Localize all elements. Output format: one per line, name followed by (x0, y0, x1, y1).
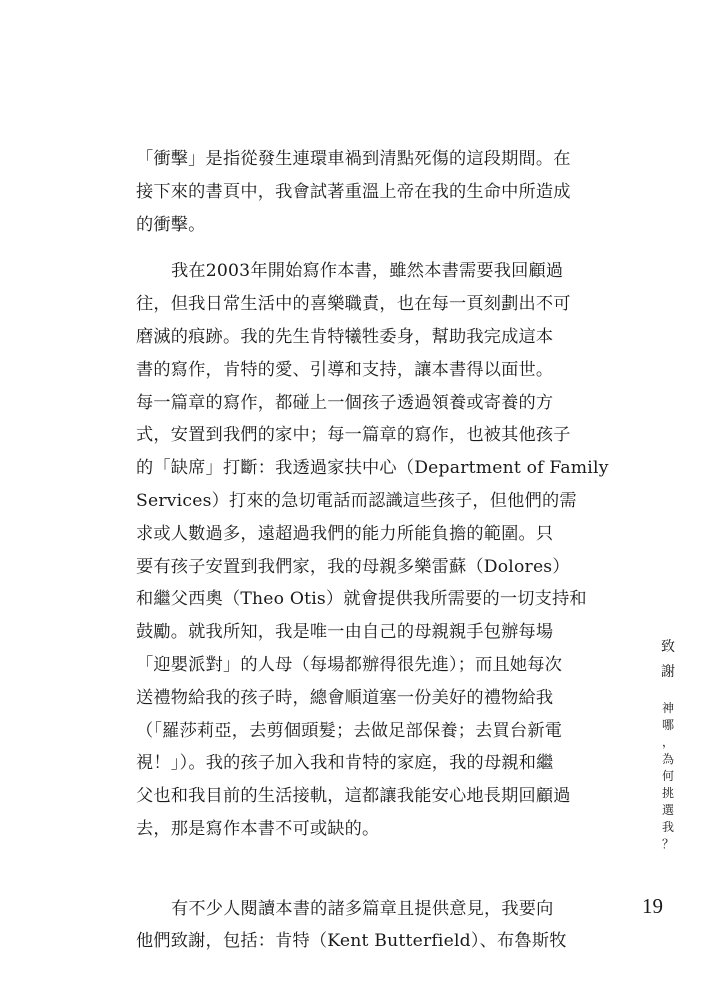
book-subtitle (658, 700, 678, 853)
text-line: 每一篇章的寫作，都碰上一個孩子透過領養或寄養的方 (136, 392, 554, 413)
paragraph-gap (136, 879, 596, 893)
text-line: 他們致謝，包括：肯特（Kent Butterfield）、布魯斯牧 (136, 931, 567, 952)
text-line (136, 846, 596, 879)
page-number: 19 (642, 894, 663, 918)
text-line: 「迎嬰派對」的人母（每場都辦得很先進）；而且她每次 (136, 654, 563, 675)
subtitle-char: 何 (661, 769, 674, 783)
paragraph-gap (136, 241, 596, 255)
subtitle-char: 選 (661, 803, 674, 817)
running-title (658, 638, 678, 853)
text-line: 「衝擊」是指從發生連環車禍到清點死傷的這段期間。在 (136, 149, 571, 169)
text-line: 式，安置到我們的家中；每一篇章的寫作，也被其他孩子 (136, 425, 571, 446)
text-line: 的「缺席」打斷：我透過家扶中心（Department of Family (136, 458, 609, 479)
text-line: 去，那是寫作本書不可或缺的。 (136, 818, 380, 839)
text-line: 送禮物給我的孩子時，總會順道塞一份美好的禮物給我 (136, 687, 554, 708)
text-line: 父也和我目前的生活接軌，這都讓我能安心地長期回顧過 (136, 786, 571, 807)
text-line: 要有孩子安置到我們家，我的母親多樂雷蘇（Dolores） (136, 556, 570, 577)
text-line: 的衝擊。 (136, 214, 206, 235)
subtitle-char: 我 (661, 820, 674, 834)
text-line: 求或人數過多，遠超過我們的能力所能負擔的範圍。只 (136, 523, 554, 544)
chapter-char: 致 (661, 639, 675, 655)
text-line: 視！」）。我的孩子加入我和肯特的家庭，我的母親和繼 (136, 753, 554, 774)
text-line: （「羅莎莉亞，去剪個頭髮；去做足部保養；去買台新電 (136, 720, 563, 741)
chapter-char: 謝 (661, 664, 675, 680)
subtitle-char: 為 (661, 752, 674, 766)
text-line: 有不少人閱讀本書的諸多篇章且提供意見，我要向 (171, 898, 554, 919)
text-line: 鼓勵。就我所知，我是唯一由自己的母親親手包辦每場 (136, 622, 554, 643)
text-line: 和繼父西奧（Theo Otis）就會提供我所需要的一切支持和 (136, 589, 587, 610)
subtitle-char: ？ (661, 837, 674, 851)
text-line: Services）打來的急切電話而認識這些孩子，但他們的需 (136, 490, 577, 511)
subtitle-char: 挑 (661, 786, 674, 800)
text-line: 書的寫作，肯特的愛、引導和支持，讓本書得以面世。 (136, 359, 554, 380)
text-line: 接下來的書頁中，我會試著重溫上帝在我的生命中所造成 (136, 181, 571, 202)
subtitle-char: 神 (661, 701, 674, 715)
text-line: 我在2003年開始寫作本書，雖然本書需要我回顧過 (171, 261, 564, 282)
chapter-title (658, 638, 678, 688)
subtitle-char: 哪 (661, 718, 674, 732)
subtitle-char: ， (661, 735, 674, 749)
text-line: 磨滅的痕跡。我的先生肯特犧牲委身，幫助我完成這本 (136, 326, 554, 347)
body-text (136, 143, 609, 958)
text-line: 往，但我日常生活中的喜樂職責，也在每一頁刻劃出不可 (136, 294, 571, 315)
